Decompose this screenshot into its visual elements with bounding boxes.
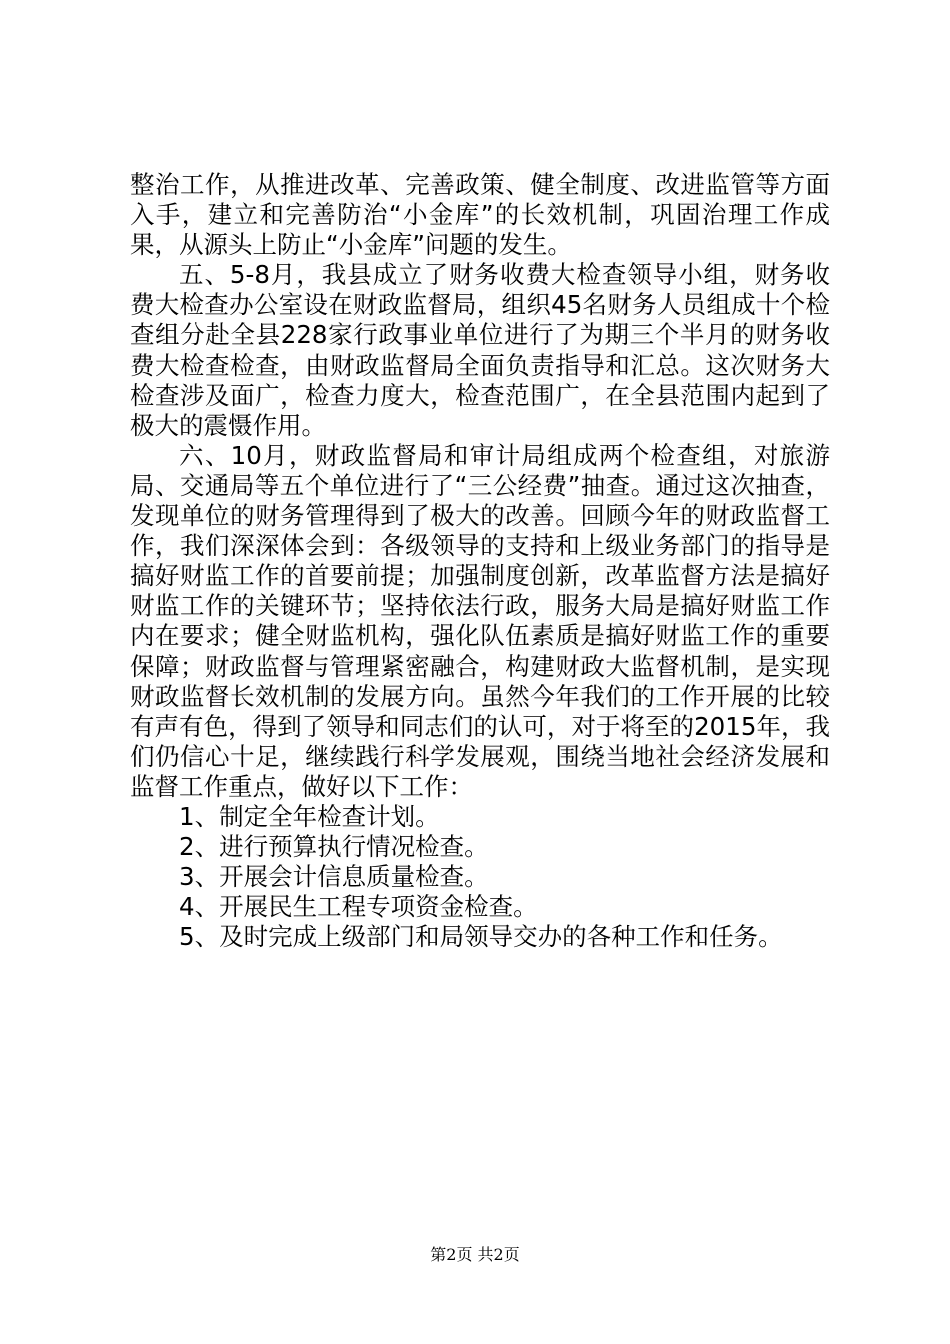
paragraph-continuation: 整治工作，从推进改革、完善政策、健全制度、改进监管等方面入手，建立和完善防治“小金库”的长效机制，巩固治理工作成果，从源头上防止“小金库”问题的发生。 bbox=[130, 170, 830, 260]
list-item: 2、进行预算执行情况检查。 bbox=[179, 832, 489, 862]
work-plan-list bbox=[130, 802, 830, 952]
list-item: 5、及时完成上级部门和局领导交办的各种工作和任务。 bbox=[179, 922, 783, 952]
list-item: 1、制定全年检查计划。 bbox=[179, 801, 440, 831]
list-item: 3、开展会计信息质量检查。 bbox=[179, 862, 489, 892]
paragraph-section-five: 五、5-8月，我县成立了财务收费大检查领导小组，财务收费大检查办公室设在财政监督局，组织45名财务人员组成十个检查组分赴全县228家行政事业单位进行了为期三个半月的财务收费大检查检查，由财政监督局全面负责指导和汇总。这次财务大检查涉及面广，检查力度大，检查范围广，在全县范围内起到了极大的震慑作用。 bbox=[130, 260, 830, 440]
paragraph-section-six: 六、10月，财政监督局和审计局组成两个检查组，对旅游局、交通局等五个单位进行了“三公经费”抽查。通过这次抽查，发现单位的财务管理得到了极大的改善。回顾今年的财政监督工作，我们深深体会到：各级领导的支持和上级业务部门的指导是搞好财监工作的首要前提；加强制度创新，改革监督方法是搞好财监工作的关键环节；坚持依法行政，服务大局是搞好财监工作内在要求；健全财监机构，强化队伍素质是搞好财监工作的重要保障；财政监督与管理紧密融合，构建财政大监督机制，是实现财政监督长效机制的发展方向。虽然今年我们的工作开展的比较有声有色，得到了领导和同志们的认可，对于将至的2015年，我们仍信心十足，继续践行科学发展观，围绕当地社会经济发展和监督工作重点，做好以下工作： bbox=[130, 440, 830, 801]
document-body bbox=[130, 170, 830, 952]
page-number-footer: 第2页 共2页 bbox=[430, 1245, 520, 1264]
list-item: 4、开展民生工程专项资金检查。 bbox=[179, 892, 538, 922]
